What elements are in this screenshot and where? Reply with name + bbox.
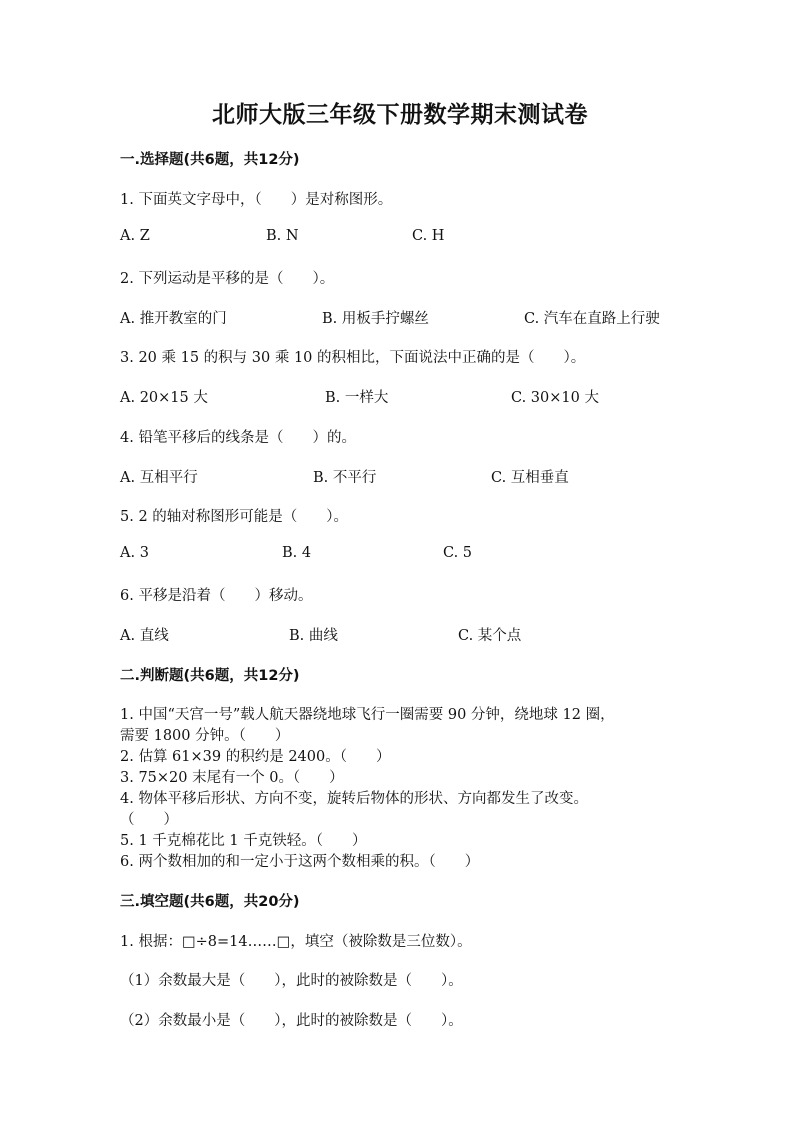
question-text: 3. 20 乘 15 的积与 30 乘 10 的积相比，下面说法中正确的是（ ）。	[120, 350, 586, 366]
page-title: 北师大版三年级下册数学期末测试卷	[212, 102, 588, 128]
option-b: B. 用板手拧螺丝	[322, 311, 429, 327]
option-b: B. N	[266, 228, 299, 244]
option-b: B. 曲线	[289, 628, 338, 644]
statement-line: 需要 1800 分钟。（ ）	[120, 728, 290, 744]
statement-line: 2. 估算 61×39 的积约是 2400。（ ）	[120, 749, 391, 765]
question-text: 2. 下列运动是平移的是（ ）。	[120, 271, 335, 287]
statement-line: 6. 两个数相加的和一定小于这两个数相乘的积。（ ）	[120, 854, 480, 870]
option-c: C. H	[412, 228, 445, 244]
statement-line: 1. 中国“天宫一号”载人航天器绕地球飞行一圈需要 90 分钟，绕地球 12 圈，	[120, 707, 615, 723]
option-c: C. 30×10 大	[511, 390, 599, 406]
statement-line: 3. 75×20 末尾有一个 0。（ ）	[120, 770, 344, 786]
option-a: A. 直线	[120, 628, 169, 644]
option-b: B. 4	[282, 545, 312, 561]
question-text: 5. 2 的轴对称图形可能是（ ）。	[120, 509, 349, 525]
option-c: C. 某个点	[458, 628, 522, 644]
question-text: （1）余数最大是（ ），此时的被除数是（ ）。	[120, 973, 463, 989]
option-a: A. 3	[120, 545, 149, 561]
statement-line: （ ）	[120, 812, 178, 828]
option-a: A. 互相平行	[120, 470, 198, 486]
option-a: A. 推开教室的门	[120, 311, 227, 327]
question-text: 1. 下面英文字母中，（ ）是对称图形。	[120, 192, 393, 208]
statement-line: 5. 1 千克棉花比 1 千克铁轻。（ ）	[120, 833, 367, 849]
option-c: C. 互相垂直	[491, 470, 569, 486]
question-text: 1. 根据：□÷8=14……□，填空（被除数是三位数）。	[120, 934, 472, 950]
option-a: A. Z	[120, 228, 150, 244]
question-text: 4. 铅笔平移后的线条是（ ）的。	[120, 430, 356, 446]
question-text: （2）余数最小是（ ），此时的被除数是（ ）。	[120, 1013, 463, 1029]
option-c: C. 汽车在直路上行驶	[524, 311, 660, 327]
statement-line: 4. 物体平移后形状、方向不变，旋转后物体的形状、方向都发生了改变。	[120, 791, 588, 807]
section-heading-fill-in: 三.填空题(共6题，共20分)	[120, 894, 300, 910]
section-heading-choice: 一.选择题(共6题，共12分)	[120, 152, 300, 168]
option-c: C. 5	[443, 545, 473, 561]
option-b: B. 一样大	[325, 390, 389, 406]
option-a: A. 20×15 大	[120, 390, 208, 406]
option-b: B. 不平行	[313, 470, 377, 486]
question-text: 6. 平移是沿着（ ）移动。	[120, 588, 313, 604]
section-heading-judgement: 二.判断题(共6题，共12分)	[120, 668, 300, 684]
